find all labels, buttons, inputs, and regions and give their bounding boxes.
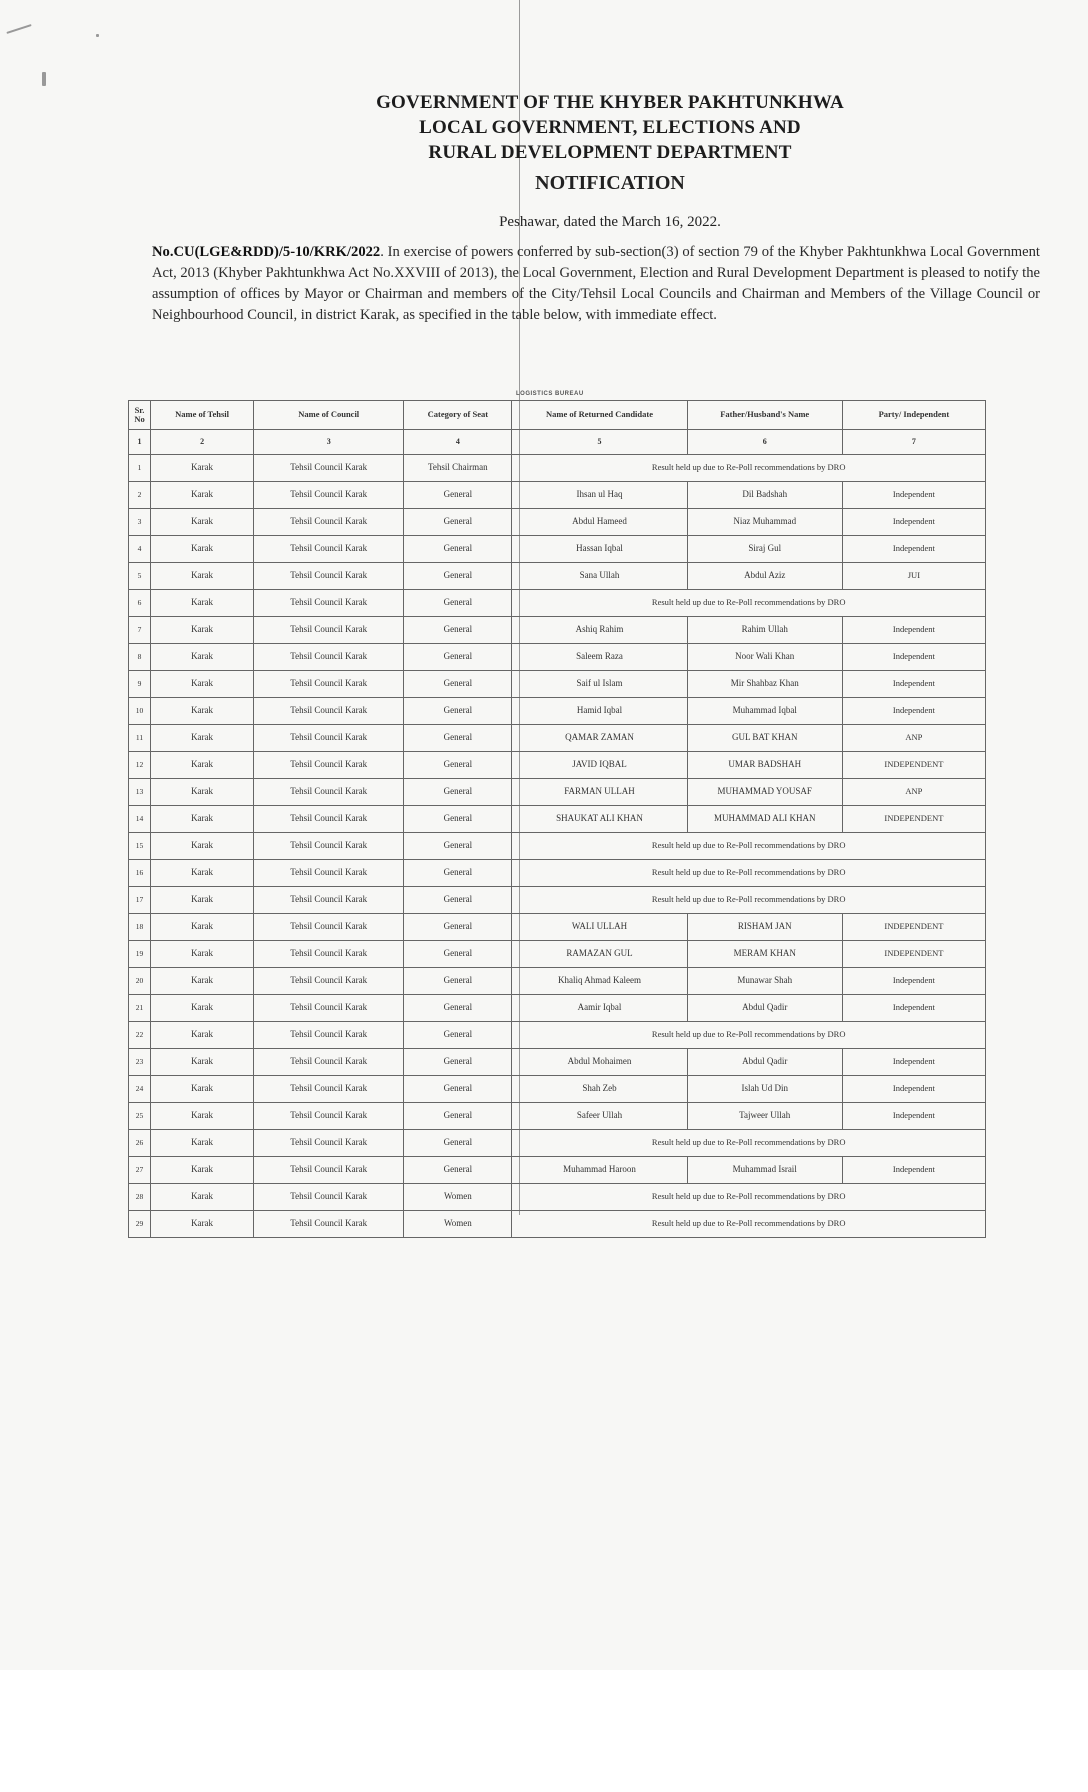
cell-sr: 19 (129, 941, 151, 968)
cell-tehsil: Karak (151, 1076, 254, 1103)
table-row (129, 1211, 986, 1238)
col-number: 4 (404, 430, 512, 455)
header-father: Father/Husband's Name (687, 401, 842, 430)
cell-sr: 26 (129, 1130, 151, 1157)
cell-category: General (404, 617, 512, 644)
cell-category: General (404, 1130, 512, 1157)
table-row (129, 779, 986, 806)
cell-council: Tehsil Council Karak (254, 671, 404, 698)
table-row (129, 482, 986, 509)
cell-sr: 12 (129, 752, 151, 779)
cell-candidate: Sana Ullah (512, 563, 687, 590)
cell-father: Dil Badshah (687, 482, 842, 509)
cell-party: Independent (842, 644, 985, 671)
cell-candidate: JAVID IQBAL (512, 752, 687, 779)
table-row (129, 1049, 986, 1076)
cell-candidate: Khaliq Ahmad Kaleem (512, 968, 687, 995)
cell-father: Mir Shahbaz Khan (687, 671, 842, 698)
notification-title: NOTIFICATION (535, 172, 685, 194)
cell-party: Independent (842, 1076, 985, 1103)
cell-sr: 4 (129, 536, 151, 563)
table-row (129, 1184, 986, 1211)
cell-tehsil: Karak (151, 860, 254, 887)
cell-category: General (404, 644, 512, 671)
cell-tehsil: Karak (151, 887, 254, 914)
cell-council: Tehsil Council Karak (254, 482, 404, 509)
cell-candidate: Saif ul Islam (512, 671, 687, 698)
table-row (129, 752, 986, 779)
header-sr: Sr. No (129, 401, 151, 430)
cell-sr: 1 (129, 455, 151, 482)
cell-sr: 3 (129, 509, 151, 536)
table-row (129, 536, 986, 563)
cell-category: Women (404, 1184, 512, 1211)
cell-tehsil: Karak (151, 1049, 254, 1076)
cell-tehsil: Karak (151, 833, 254, 860)
cell-tehsil: Karak (151, 968, 254, 995)
cell-council: Tehsil Council Karak (254, 887, 404, 914)
cell-candidate: WALI ULLAH (512, 914, 687, 941)
cell-candidate: RAMAZAN GUL (512, 941, 687, 968)
cell-tehsil: Karak (151, 1184, 254, 1211)
cell-held-note: Result held up due to Re-Poll recommendations by DRO (512, 1211, 986, 1238)
cell-tehsil: Karak (151, 509, 254, 536)
body-text: . In exercise of powers conferred by sub-section(3) of section 79 of the Khyber Pakhtunkhwa Local Government Act, 2013 (Khyber Pakhtunkhwa Act No.XXVIII of 2013), the Local Government, Election and Rural Development Department is pleased to notify the assumption of offices by Mayor or Chairman and members of the City/Tehsil Local Councils and Chairman and Members of the Village Council or Neighbourhood Council, in district Karak, as specified in the table below, with immediate effect. (152, 244, 1040, 323)
header-line-1: GOVERNMENT OF THE KHYBER PAKHTUNKHWA (376, 92, 844, 113)
col-number: 7 (842, 430, 985, 455)
cell-category: Women (404, 1211, 512, 1238)
cell-council: Tehsil Council Karak (254, 1184, 404, 1211)
cell-held-note: Result held up due to Re-Poll recommendations by DRO (512, 887, 986, 914)
cell-category: General (404, 833, 512, 860)
cell-tehsil: Karak (151, 563, 254, 590)
cell-category: General (404, 1022, 512, 1049)
table-row (129, 833, 986, 860)
cell-council: Tehsil Council Karak (254, 968, 404, 995)
table-row (129, 1130, 986, 1157)
cell-tehsil: Karak (151, 779, 254, 806)
table-row (129, 725, 986, 752)
cell-father: Niaz Muhammad (687, 509, 842, 536)
header-tehsil: Name of Tehsil (151, 401, 254, 430)
table-row (129, 887, 986, 914)
cell-sr: 10 (129, 698, 151, 725)
table-row (129, 914, 986, 941)
cell-held-note: Result held up due to Re-Poll recommendations by DRO (512, 455, 986, 482)
cell-sr: 16 (129, 860, 151, 887)
cell-party: Independent (842, 509, 985, 536)
cell-council: Tehsil Council Karak (254, 617, 404, 644)
cell-party: Independent (842, 1157, 985, 1184)
cell-party: Independent (842, 968, 985, 995)
cell-tehsil: Karak (151, 1130, 254, 1157)
cell-sr: 6 (129, 590, 151, 617)
cell-council: Tehsil Council Karak (254, 1103, 404, 1130)
cell-party: Independent (842, 482, 985, 509)
cell-candidate: Aamir Iqbal (512, 995, 687, 1022)
header-line-2: LOCAL GOVERNMENT, ELECTIONS AND (419, 117, 801, 138)
scan-mark (96, 34, 99, 37)
header-party: Party/ Independent (842, 401, 985, 430)
cell-candidate: Ashiq Rahim (512, 617, 687, 644)
cell-party: ANP (842, 779, 985, 806)
cell-father: MUHAMMAD YOUSAF (687, 779, 842, 806)
col-number: 6 (687, 430, 842, 455)
cell-category: General (404, 968, 512, 995)
cell-sr: 21 (129, 995, 151, 1022)
cell-category: General (404, 806, 512, 833)
cell-tehsil: Karak (151, 995, 254, 1022)
cell-council: Tehsil Council Karak (254, 914, 404, 941)
cell-party: Independent (842, 1103, 985, 1130)
cell-tehsil: Karak (151, 455, 254, 482)
cell-sr: 23 (129, 1049, 151, 1076)
table-row (129, 806, 986, 833)
header-candidate: Name of Returned Candidate (512, 401, 687, 430)
cell-tehsil: Karak (151, 806, 254, 833)
cell-council: Tehsil Council Karak (254, 860, 404, 887)
cell-father: Islah Ud Din (687, 1076, 842, 1103)
cell-tehsil: Karak (151, 671, 254, 698)
cell-council: Tehsil Council Karak (254, 455, 404, 482)
cell-party: INDEPENDENT (842, 941, 985, 968)
cell-category: General (404, 698, 512, 725)
cell-candidate: Abdul Hameed (512, 509, 687, 536)
cell-tehsil: Karak (151, 1211, 254, 1238)
cell-tehsil: Karak (151, 914, 254, 941)
cell-sr: 22 (129, 1022, 151, 1049)
cell-sr: 11 (129, 725, 151, 752)
cell-council: Tehsil Council Karak (254, 536, 404, 563)
cell-tehsil: Karak (151, 536, 254, 563)
cell-tehsil: Karak (151, 941, 254, 968)
results-table (128, 400, 986, 1238)
cell-category: General (404, 860, 512, 887)
cell-sr: 20 (129, 968, 151, 995)
cell-sr: 27 (129, 1157, 151, 1184)
cell-sr: 9 (129, 671, 151, 698)
cell-candidate: Safeer Ullah (512, 1103, 687, 1130)
cell-father: Noor Wali Khan (687, 644, 842, 671)
cell-party: INDEPENDENT (842, 752, 985, 779)
table-row (129, 1103, 986, 1130)
cell-sr: 5 (129, 563, 151, 590)
cell-tehsil: Karak (151, 1103, 254, 1130)
cell-category: General (404, 941, 512, 968)
cell-sr: 18 (129, 914, 151, 941)
cell-held-note: Result held up due to Re-Poll recommendations by DRO (512, 860, 986, 887)
cell-sr: 28 (129, 1184, 151, 1211)
cell-father: MERAM KHAN (687, 941, 842, 968)
cell-held-note: Result held up due to Re-Poll recommendations by DRO (512, 1130, 986, 1157)
scan-mark (6, 24, 31, 34)
col-number: 1 (129, 430, 151, 455)
cell-candidate: SHAUKAT ALI KHAN (512, 806, 687, 833)
cell-council: Tehsil Council Karak (254, 995, 404, 1022)
column-number-row (129, 430, 986, 455)
cell-council: Tehsil Council Karak (254, 1157, 404, 1184)
cell-father: Abdul Aziz (687, 563, 842, 590)
table-row (129, 590, 986, 617)
cell-council: Tehsil Council Karak (254, 509, 404, 536)
cell-category: General (404, 671, 512, 698)
notification-body (152, 242, 1040, 326)
table-row (129, 1157, 986, 1184)
table-row (129, 995, 986, 1022)
cell-council: Tehsil Council Karak (254, 806, 404, 833)
cell-party: ANP (842, 725, 985, 752)
cell-candidate: Hamid Iqbal (512, 698, 687, 725)
cell-category: General (404, 887, 512, 914)
cell-council: Tehsil Council Karak (254, 752, 404, 779)
col-number: 3 (254, 430, 404, 455)
cell-category: General (404, 1076, 512, 1103)
cell-tehsil: Karak (151, 590, 254, 617)
cell-candidate: Muhammad Haroon (512, 1157, 687, 1184)
cell-category: General (404, 482, 512, 509)
cell-tehsil: Karak (151, 644, 254, 671)
cell-candidate: Hassan Iqbal (512, 536, 687, 563)
cell-party: Independent (842, 995, 985, 1022)
header-line-3: RURAL DEVELOPMENT DEPARTMENT (428, 142, 792, 163)
cell-father: UMAR BADSHAH (687, 752, 842, 779)
cell-category: General (404, 752, 512, 779)
table-row (129, 617, 986, 644)
scan-mark (42, 72, 46, 86)
cell-council: Tehsil Council Karak (254, 833, 404, 860)
table-row (129, 509, 986, 536)
table-header-row (129, 401, 986, 430)
cell-council: Tehsil Council Karak (254, 1076, 404, 1103)
table-body (129, 455, 986, 1238)
cell-category: General (404, 1157, 512, 1184)
cell-category: General (404, 590, 512, 617)
cell-candidate: Abdul Mohaimen (512, 1049, 687, 1076)
cell-held-note: Result held up due to Re-Poll recommendations by DRO (512, 1022, 986, 1049)
cell-council: Tehsil Council Karak (254, 590, 404, 617)
cell-tehsil: Karak (151, 1022, 254, 1049)
cell-sr: 29 (129, 1211, 151, 1238)
cell-held-note: Result held up due to Re-Poll recommendations by DRO (512, 590, 986, 617)
cell-sr: 7 (129, 617, 151, 644)
cell-tehsil: Karak (151, 698, 254, 725)
cell-category: General (404, 1103, 512, 1130)
cell-category: General (404, 1049, 512, 1076)
cell-category: General (404, 509, 512, 536)
cell-father: RISHAM JAN (687, 914, 842, 941)
cell-tehsil: Karak (151, 1157, 254, 1184)
cell-party: Independent (842, 698, 985, 725)
cell-held-note: Result held up due to Re-Poll recommendations by DRO (512, 833, 986, 860)
cell-sr: 8 (129, 644, 151, 671)
header-category: Category of Seat (404, 401, 512, 430)
cell-father: Siraj Gul (687, 536, 842, 563)
cell-sr: 17 (129, 887, 151, 914)
cell-father: Muhammad Iqbal (687, 698, 842, 725)
cell-father: Munawar Shah (687, 968, 842, 995)
cell-father: GUL BAT KHAN (687, 725, 842, 752)
cell-council: Tehsil Council Karak (254, 644, 404, 671)
table-row (129, 1076, 986, 1103)
dated-line: Peshawar, dated the March 16, 2022. (499, 214, 721, 230)
cell-candidate: QAMAR ZAMAN (512, 725, 687, 752)
cell-category: Tehsil Chairman (404, 455, 512, 482)
table-row (129, 644, 986, 671)
stamp-text: LOGISTICS BUREAU (516, 391, 584, 397)
cell-sr: 14 (129, 806, 151, 833)
cell-party: INDEPENDENT (842, 914, 985, 941)
cell-party: Independent (842, 671, 985, 698)
cell-father: Muhammad Israil (687, 1157, 842, 1184)
header-council: Name of Council (254, 401, 404, 430)
cell-father: MUHAMMAD ALI KHAN (687, 806, 842, 833)
cell-category: General (404, 914, 512, 941)
cell-father: Abdul Qadir (687, 1049, 842, 1076)
cell-candidate: Saleem Raza (512, 644, 687, 671)
table-row (129, 671, 986, 698)
table-row (129, 1022, 986, 1049)
cell-council: Tehsil Council Karak (254, 1049, 404, 1076)
cell-category: General (404, 725, 512, 752)
cell-council: Tehsil Council Karak (254, 1211, 404, 1238)
col-number: 5 (512, 430, 687, 455)
cell-council: Tehsil Council Karak (254, 1022, 404, 1049)
table-row (129, 563, 986, 590)
cell-tehsil: Karak (151, 752, 254, 779)
cell-sr: 13 (129, 779, 151, 806)
cell-candidate: FARMAN ULLAH (512, 779, 687, 806)
cell-father: Rahim Ullah (687, 617, 842, 644)
cell-council: Tehsil Council Karak (254, 1130, 404, 1157)
cell-candidate: Shah Zeb (512, 1076, 687, 1103)
table-row (129, 968, 986, 995)
col-number: 2 (151, 430, 254, 455)
cell-party: INDEPENDENT (842, 806, 985, 833)
cell-category: General (404, 779, 512, 806)
table-row (129, 698, 986, 725)
cell-party: Independent (842, 536, 985, 563)
cell-category: General (404, 563, 512, 590)
cell-council: Tehsil Council Karak (254, 725, 404, 752)
cell-party: Independent (842, 1049, 985, 1076)
cell-party: JUI (842, 563, 985, 590)
cell-council: Tehsil Council Karak (254, 698, 404, 725)
cell-party: Independent (842, 617, 985, 644)
cell-father: Abdul Qadir (687, 995, 842, 1022)
cell-tehsil: Karak (151, 482, 254, 509)
cell-category: General (404, 536, 512, 563)
table-row (129, 941, 986, 968)
cell-sr: 2 (129, 482, 151, 509)
cell-tehsil: Karak (151, 617, 254, 644)
cell-category: General (404, 995, 512, 1022)
cell-candidate: Ihsan ul Haq (512, 482, 687, 509)
cell-held-note: Result held up due to Re-Poll recommendations by DRO (512, 1184, 986, 1211)
table-row (129, 455, 986, 482)
cell-council: Tehsil Council Karak (254, 779, 404, 806)
reference-number: No.CU(LGE&RDD)/5-10/KRK/2022 (152, 244, 381, 260)
cell-sr: 25 (129, 1103, 151, 1130)
cell-tehsil: Karak (151, 725, 254, 752)
cell-council: Tehsil Council Karak (254, 941, 404, 968)
cell-sr: 15 (129, 833, 151, 860)
cell-sr: 24 (129, 1076, 151, 1103)
table-row (129, 860, 986, 887)
cell-father: Tajweer Ullah (687, 1103, 842, 1130)
cell-council: Tehsil Council Karak (254, 563, 404, 590)
